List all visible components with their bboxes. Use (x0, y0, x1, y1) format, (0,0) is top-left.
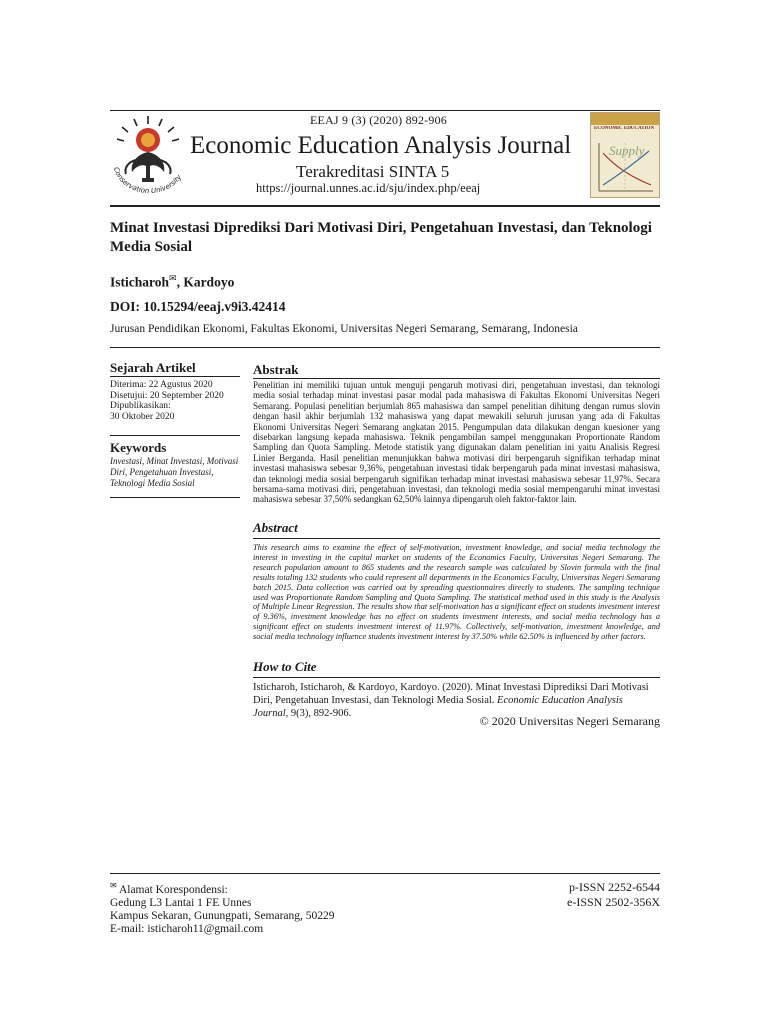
history-bottom-rule (110, 435, 240, 436)
electronic-issn: e-ISSN 2502-356X (567, 895, 660, 909)
how-to-cite-heading: How to Cite (253, 659, 317, 674)
correspondence-label: Alamat Korespondensi: (118, 883, 228, 896)
section-rule (110, 347, 660, 348)
doi[interactable]: DOI: 10.15294/eeaj.v9i3.42414 (110, 299, 286, 314)
cover-title: ECONOMIC EDUCATION (594, 126, 655, 131)
abstract-text: This research aims to examine the effect of self-motivation, investment knowledge, and social media technology the interest in investing in the capital market on students of the Economics Faculty, Universitas Negeri Semarang. The research population amount to 865 students and the research sample was calculated by Slovin formula with the final results totaling 132 students who could represent all departments in the Economics Faculty, Universitas Negeri Semarang batch 2015. Data collection was carried out by spreading questionnaires directly to students. The sampling technique used was Proportionate Random Sampling and Quota Sampling. The statistical method used in this study is the Analysis of Multiple Linear Regression. The results show that self-motivation has a significant effect on students investment interest of 9.36%, investment knowledge has no effect on students investment interests, and social media technology has a significant effect on students investment interest of 11.97%. Collectively, self-motivation, investment knowledge, and social media technology influence students investment interest by 37.50% while 62.50% is influenced by other factors. (253, 543, 660, 642)
abstract-heading: Abstract (253, 520, 298, 535)
journal-url[interactable]: https://journal.unnes.ac.id/sju/index.php/eeaj (256, 181, 481, 195)
abstract-rule (253, 538, 660, 539)
cover-graph-icon (591, 113, 659, 197)
cite-body: Isticharoh, Isticharoh, & Kardoyo, Kardoyo. (2020). Minat Investasi Diprediksi Dari Motivasi Diri, Pengetahuan Investasi, dan Teknologi Media Sosial. (253, 682, 649, 706)
cite-rule (253, 677, 660, 678)
cover-word: Supply (609, 143, 645, 158)
logo-caption: Conservation University (111, 166, 184, 196)
keywords-text: Investasi, Minat Investasi, Motivasi Diri, Pengetahuan Investasi, Teknologi Media Sosial (110, 456, 239, 488)
cite-volume: 9(3), 892-906. (290, 708, 352, 719)
issn-block (520, 880, 660, 910)
address-line-2: Kampus Sekaran, Gunungpati, Semarang, 50229 (110, 909, 335, 922)
author-primary: Isticharoh (110, 274, 170, 290)
header-bottom-rule (110, 205, 660, 207)
cite-journal: Economic Education Analysis Journal, (253, 695, 623, 719)
header-top-rule (110, 110, 660, 111)
correspondence-block (110, 879, 335, 936)
copyright: © 2020 Universitas Negeri Semarang (479, 714, 660, 728)
journal-cover-thumbnail (590, 112, 660, 198)
published-label: Dipublikasikan: (110, 401, 171, 411)
university-logo (108, 116, 188, 196)
envelope-icon: ✉ (110, 881, 117, 890)
abstrak-text: Penelitian ini memiliki tujuan untuk menguji pengaruh motivasi diri, pengetahuan investasi, dan teknologi media sosial terhadap minat investasi pasar modal pada mahasiswa di Fakultas Ekonomi Universitas Negeri Semarang. Populasi penelitian berjumlah 865 mahasiswa dan sampel penelitian dihitung dengan rumus slovin dengan hasil akhir berjumlah 132 mahasiswa yang dapat mewakili seluruh jurusan yang ada di Fakultas Ekonomi Universitas Negeri Semarang angkatan 2015. Pengumpulan data dilakukan dengan kuesioner yang disebarkan langsung kepada mahasiswa. Teknik pengambilan sampel menggunakan Proportionate Random Sampling dan Quota Sampling. Metode statistik yang digunakan dalam penelitian ini yaitu Analisis Regresi Linier Berganda. Hasil penelitian menunjukkan bahwa motivasi diri berpengaruh signifikan terhadap minat investasi mahasiswa sebesar 9,36%, pengetahuan investasi tidak berpengaruh pada minat investasi mahasiswa, dan teknologi media sosial berpengaruh signifikan terhadap minat investasi mahasiswa sebesar 11,97%. Secara bersama-sama motivasi diri, pengetahuan investasi, dan teknologi media sosial mempengaruhi minat investasi mahasiswa sebesar 37,50% sedangkan 62,50% lainnya dipengaruh oleh faktor-faktor lain. (253, 380, 660, 505)
keywords-bottom-rule (110, 497, 240, 498)
received-date: Diterima: 22 Agustus 2020 (110, 380, 213, 390)
accreditation-status: Terakreditasi SINTA 5 (296, 162, 450, 181)
citation-line: EEAJ 9 (3) (2020) 892-906 (310, 113, 447, 127)
history-list (110, 380, 240, 422)
journal-title: Economic Education Analysis Journal (190, 132, 572, 159)
correspondence-email[interactable]: E-mail: isticharoh11@gmail.com (110, 922, 264, 935)
abstrak-rule (253, 378, 660, 379)
published-date: 30 Oktober 2020 (110, 411, 175, 422)
keywords-heading: Keywords (110, 440, 167, 455)
affiliation: Jurusan Pendidikan Ekonomi, Fakultas Ekonomi, Universitas Negeri Semarang, Semarang, Indonesia (110, 323, 578, 335)
footer-rule (110, 873, 660, 874)
abstrak-heading: Abstrak (253, 362, 299, 377)
article-title: Minat Investasi Diprediksi Dari Motivasi Diri, Pengetahuan Investasi, dan Teknologi Media Sosial (110, 220, 652, 255)
author-line (110, 273, 234, 291)
history-rule (110, 376, 240, 377)
envelope-icon: ✉ (169, 273, 177, 283)
address-line-1: Gedung L3 Lantai 1 FE Unnes (110, 896, 252, 909)
author-secondary: , Kardoyo (176, 274, 235, 290)
approved-date: Disetujui: 20 September 2020 (110, 390, 224, 401)
history-heading: Sejarah Artikel (110, 360, 196, 375)
print-issn: p-ISSN 2252-6544 (568, 880, 660, 894)
